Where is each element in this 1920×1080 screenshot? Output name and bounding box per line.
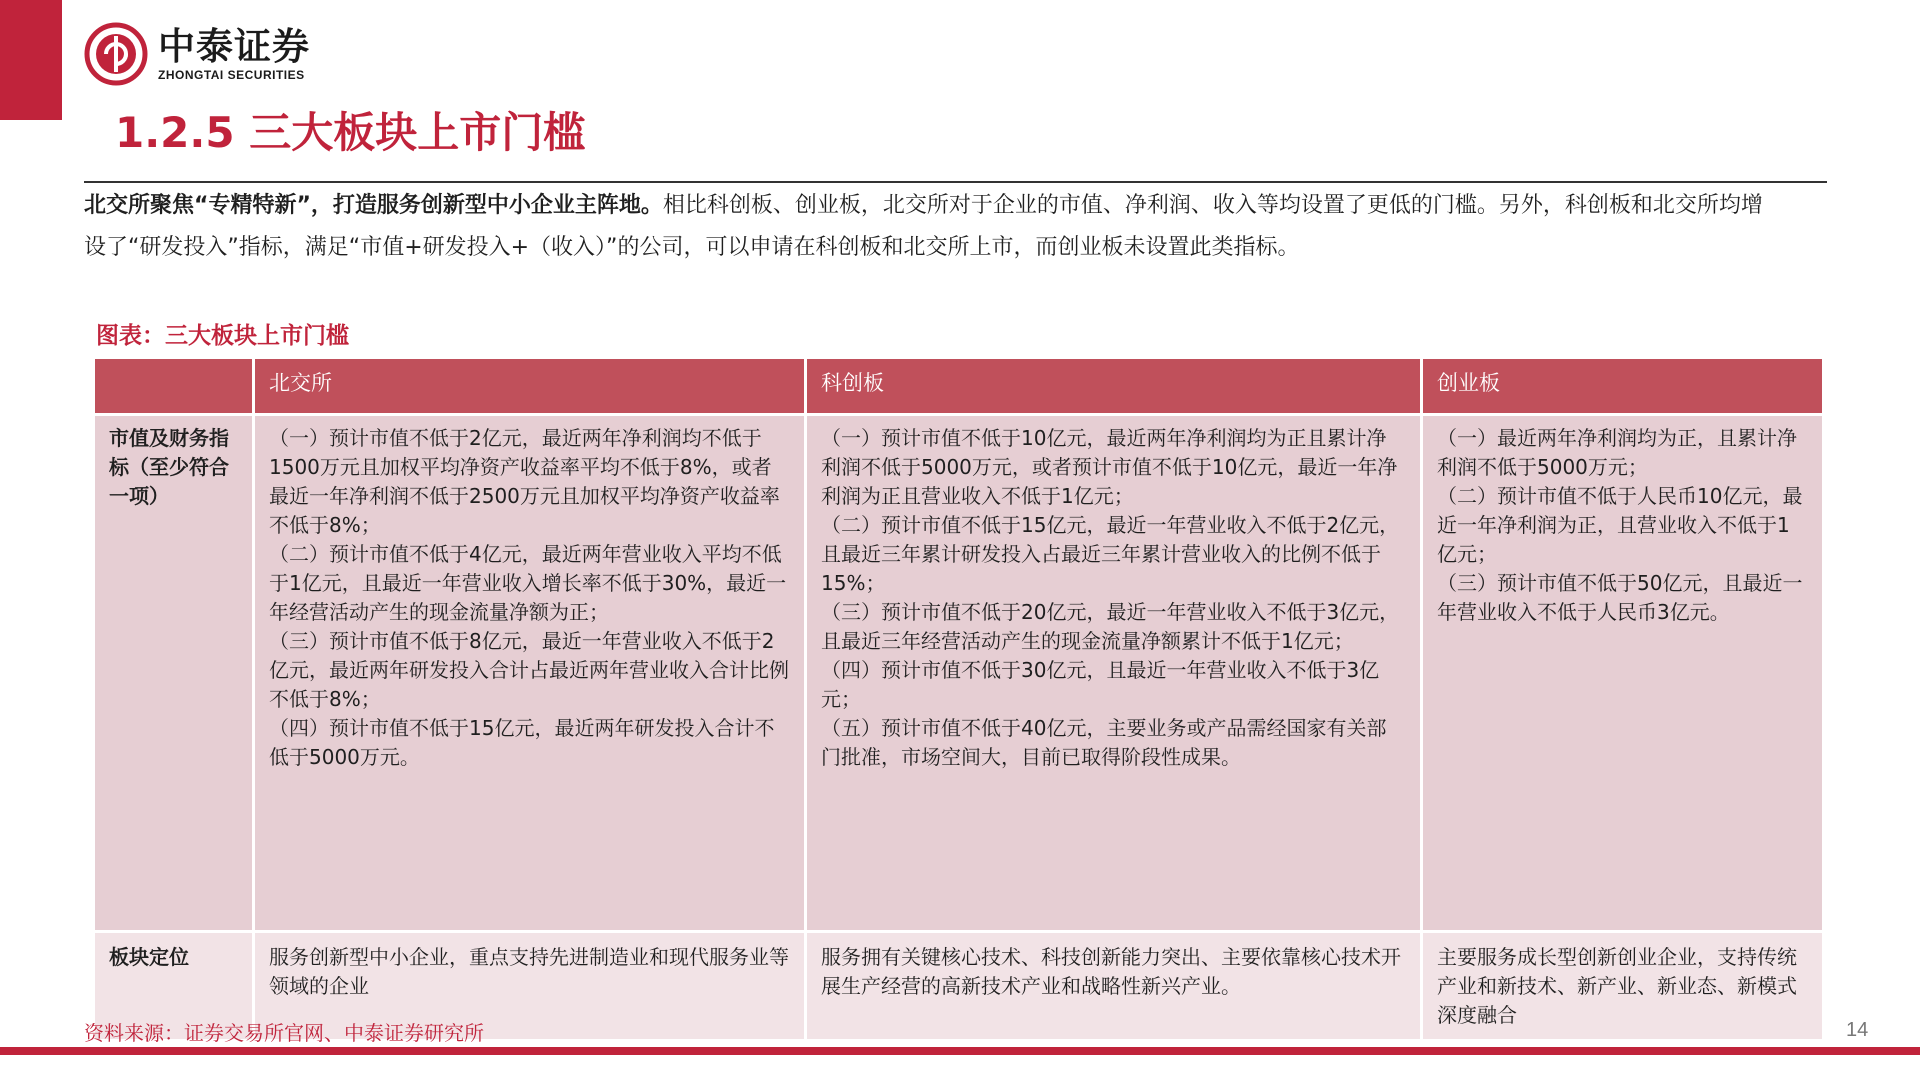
header-bse: 北交所 <box>254 358 806 415</box>
star-criterion-2: （二）预计市值不低于15亿元，最近一年营业收入不低于2亿元，且最近三年累计研发投入占最近三年累计营业收入的比例不低于15%； <box>821 513 1400 595</box>
cell-bse-criteria <box>254 415 806 932</box>
source-note: 资料来源：证券交易所官网、中泰证券研究所 <box>84 1021 484 1045</box>
table-caption: 图表：三大板块上市门槛 <box>96 323 349 349</box>
page-number: 14 <box>1846 1019 1869 1041</box>
zhongtai-logo-icon <box>84 22 148 86</box>
star-criterion-3: （三）预计市值不低于20亿元，最近一年营业收入不低于3亿元，且最近三年经营活动产生的现金流量净额累计不低于1亿元； <box>821 600 1400 653</box>
intro-bold-text: 北交所聚焦“专精特新”，打造服务创新型中小企业主阵地。 <box>84 193 663 218</box>
star-criterion-5: （五）预计市值不低于40亿元，主要业务或产品需经国家有关部门批准，市场空间大，目前已取得阶段性成果。 <box>821 716 1387 769</box>
table-row-financial-criteria <box>94 415 1824 932</box>
cell-star-criteria <box>806 415 1422 932</box>
row-label-positioning: 板块定位 <box>94 932 254 1041</box>
cell-star-positioning: 服务拥有关键核心技术、科技创新能力突出、主要依靠核心技术开展生产经营的高新技术产业和战略性新兴产业。 <box>806 932 1422 1041</box>
company-logo <box>84 22 310 86</box>
left-accent-bar <box>0 0 62 120</box>
star-criterion-1: （一）预计市值不低于10亿元，最近两年净利润均为正且累计净利润不低于5000万元，或者预计市值不低于10亿元，最近一年净利润为正且营业收入不低于1亿元； <box>821 426 1398 508</box>
chinext-criterion-1: （一）最近两年净利润均为正，且累计净利润不低于5000万元； <box>1437 426 1797 479</box>
header-chinext: 创业板 <box>1422 358 1824 415</box>
cell-chinext-positioning: 主要服务成长型创新创业企业，支持传统产业和新技术、新产业、新业态、新模式深度融合 <box>1422 932 1824 1041</box>
intro-rest-text: 相比科创板、创业板，北交所对于企业的市值、净利润、收入等均设置了更低的门槛。另外，科创板和北交所均增设了“研发投入”指标，满足“市值+研发投入+（收入）”的公司，可以申请在科创板和北交所上市，而创业板未设置此类指标。 <box>84 193 1763 260</box>
chinext-criterion-2: （二）预计市值不低于人民币10亿元，最近一年净利润为正，且营业收入不低于1亿元； <box>1437 484 1803 566</box>
table-header-row <box>94 358 1824 415</box>
intro-paragraph <box>84 185 1784 269</box>
logo-name-en: ZHONGTAI SECURITIES <box>158 68 305 82</box>
header-empty <box>94 358 254 415</box>
bse-criterion-1: （一）预计市值不低于2亿元，最近两年净利润均不低于1500万元且加权平均净资产收益率平均不低于8%，或者最近一年净利润不低于2500万元且加权平均净资产收益率不低于8%； <box>269 426 780 537</box>
row-label-financial: 市值及财务指标（至少符合一项） <box>94 415 254 932</box>
slide-title: 1.2.5 三大板块上市门槛 <box>115 108 586 157</box>
header-star-market: 科创板 <box>806 358 1422 415</box>
cell-chinext-criteria <box>1422 415 1824 932</box>
logo-name-cn: 中泰证券 <box>158 25 310 68</box>
title-divider <box>84 181 1827 183</box>
cell-bse-positioning: 服务创新型中小企业，重点支持先进制造业和现代服务业等领域的企业 <box>254 932 806 1041</box>
bse-criterion-4: （四）预计市值不低于15亿元，最近两年研发投入合计不低于5000万元。 <box>269 716 775 769</box>
bottom-accent-bar <box>0 1047 1920 1055</box>
listing-threshold-table <box>92 356 1825 1042</box>
star-criterion-4: （四）预计市值不低于30亿元，且最近一年营业收入不低于3亿元； <box>821 658 1380 711</box>
bse-criterion-3: （三）预计市值不低于8亿元，最近一年营业收入不低于2亿元，最近两年研发投入合计占最近两年营业收入合计比例不低于8%； <box>269 629 789 711</box>
chinext-criterion-3: （三）预计市值不低于50亿元，且最近一年营业收入不低于人民币3亿元。 <box>1437 571 1803 624</box>
bse-criterion-2: （二）预计市值不低于4亿元，最近两年营业收入平均不低于1亿元，且最近一年营业收入增长率不低于30%，最近一年经营活动产生的现金流量净额为正； <box>269 542 787 624</box>
